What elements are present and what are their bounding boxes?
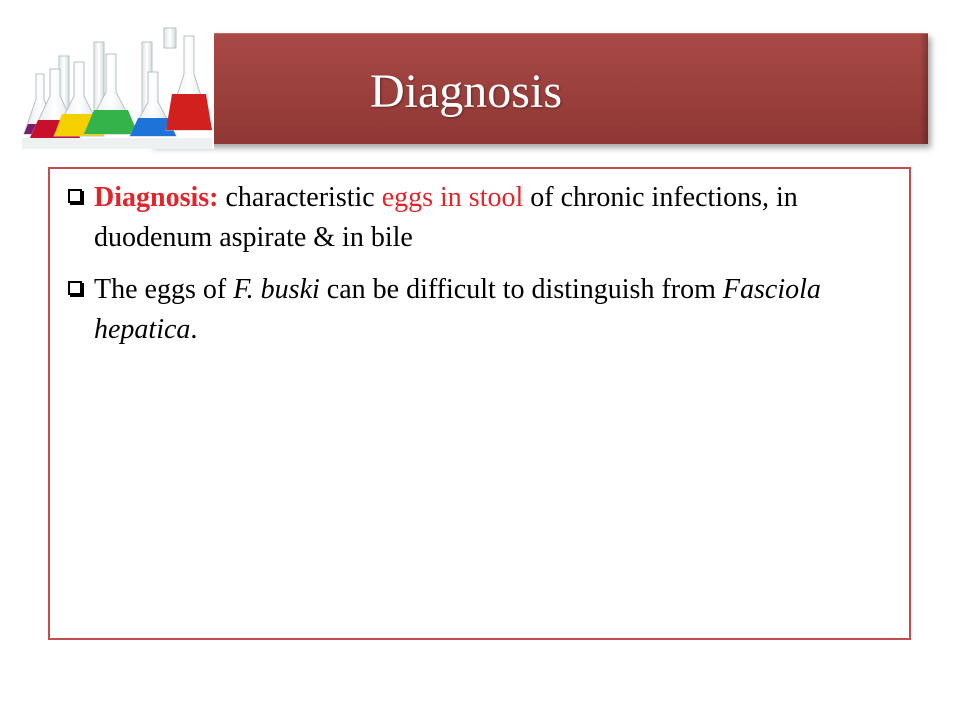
bullet-text: . [190,314,198,345]
checkbox-bullet-icon [68,189,82,203]
bullet-item-eggs [68,270,898,350]
laboratory-flasks-icon [14,14,214,149]
bullet-italic: F. buski [233,274,320,305]
slide-title: Diagnosis [370,65,562,118]
bullet-italic: Fasciola hepatica [94,274,821,345]
bullet-list [68,178,898,362]
bullet-item-diagnosis [68,178,898,258]
checkbox-bullet-icon [68,281,82,295]
bullet-lead: Diagnosis: [94,182,219,213]
bullet-text: The eggs of [94,274,234,305]
bullet-text: characteristic [218,182,382,213]
bullet-text: can be difficult to distinguish from [319,274,723,305]
bullet-text: of chronic infections, in duodenum aspirate & in bile [94,182,798,253]
bullet-highlight: eggs in stool [381,182,524,213]
